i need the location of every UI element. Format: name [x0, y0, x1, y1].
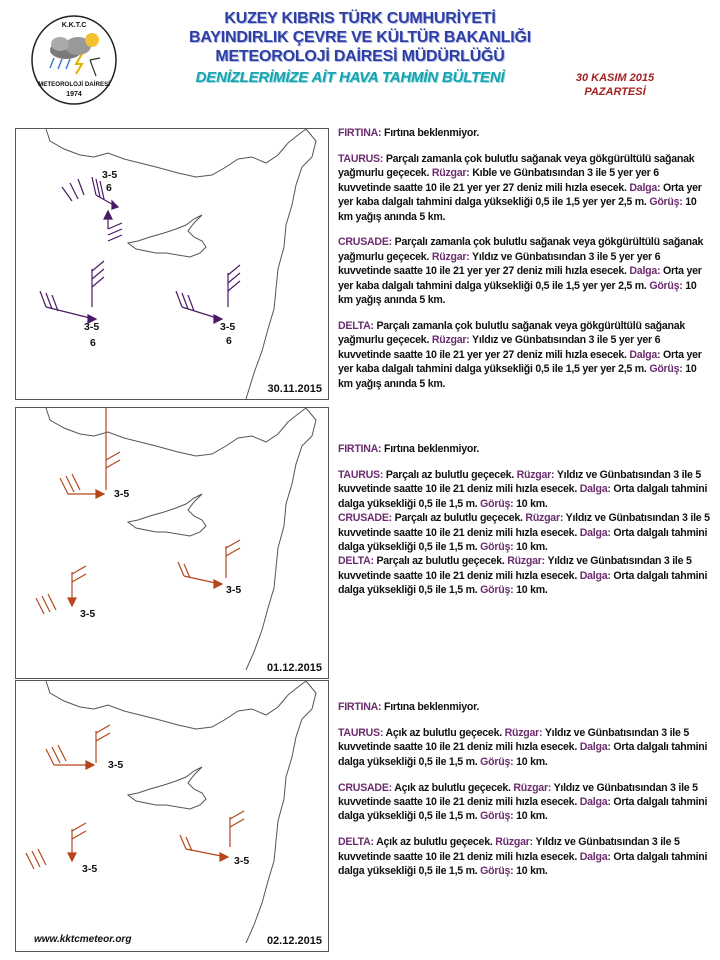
country-title: KUZEY KIBRIS TÜRK CUMHURİYETİ: [224, 10, 496, 27]
storm-note-1: FIRTINA: Fırtına beklenmiyor.: [338, 127, 480, 139]
taurus-wind-label: 3-5: [114, 488, 130, 500]
forecast-map-2: [15, 407, 329, 679]
delta-wind-label: 3-5: [234, 855, 250, 867]
taurus-forecast-3: TAURUS: Açık az bulutlu geçecek. Rüzgar: Yıldız ve Günbatısından 3 ile 5 kuvvetinde saatte 10 ile 21 deniz mili hızla esecek. Dalga: Orta dalgalı tahmini dalga yüksekliği 0,5 ile 1,5 m. Görüş: 10 km.: [338, 726, 708, 768]
crusade-forecast-1: CRUSADE: Parçalı zamanla çok bulutlu sağanak veya gökgürültülü sağanak yağmurlu geçecek. Rüzgar: Yıldız ve Günbatısından 3 ile 5 yer yer 6 kuvvetinde saatte 10 ile 21 yer yer 27 deniz mili hızla esecek. Dalga: Orta yer yer kaba dalgalı tahmini dalga yüksekliği 0,5 ile 1,5 yer yer 2,5 m. Görüş: 10 km yağış anında 5 km.: [338, 236, 704, 307]
taurus-wind-label: 3-5: [108, 759, 124, 771]
wind-barb-taurus: [46, 725, 110, 769]
issue-day: PAZARTESİ: [584, 86, 646, 98]
ministry-title: BAYINDIRLIK ÇEVRE VE KÜLTÜR BAKANLIĞI: [189, 29, 531, 46]
crusade-wind-label: 3-5: [84, 321, 100, 333]
forecast-text-2: [338, 442, 714, 598]
delta-forecast-2: DELTA: Parçalı az bulutlu geçecek. Rüzgar: Yıldız ve Günbatısından 3 ile 5 kuvvetinde saatte 10 ile 21 deniz mili hızla esecek. Dalga: Orta dalgalı tahmini dalga yüksekliği 0,5 ile 1,5 m. Görüş: 10 km.: [338, 555, 708, 597]
crusade-forecast-2: CRUSADE: Parçalı az bulutlu geçecek. Rüzgar: Yıldız ve Günbatısından 3 ile 5 kuvvetinde saatte 10 ile 21 deniz mili hızla esecek. Dalga: Orta dalgalı tahmini dalga yüksekliği 0,5 ile 1,5 m. Görüş: 10 km.: [338, 512, 710, 553]
coastline: [46, 408, 316, 670]
forecast-text-1: [338, 126, 714, 403]
logo-ring-text: METEOROLOJİ DAİRESİ: [38, 81, 110, 88]
directorate-title: METEOROLOJİ DAİRESİ MÜDÜRLÜĞÜ: [215, 48, 505, 65]
cyprus-island: [128, 215, 206, 257]
issue-date: 30 KASIM 2015: [575, 72, 655, 84]
taurus-wind-label: 3-5: [102, 169, 118, 181]
map-3-drawing: [16, 681, 328, 943]
website-link[interactable]: www.kktcmeteor.org: [34, 934, 132, 945]
meteorology-office-logo: [30, 14, 118, 106]
storm-note-2: FIRTINA: Fırtına beklenmiyor.: [338, 443, 480, 455]
map-2-date: 01.12.2015: [266, 662, 322, 674]
wind-barb-taurus: [60, 408, 120, 498]
taurus-forecast-2: TAURUS: Parçalı az bulutlu geçecek. Rüzgar: Yıldız ve Günbatısından 3 ile 5 kuvvetinde saatte 10 ile 21 deniz mili hızla esecek. Dalga: Orta dalgalı tahmini dalga yüksekliği 0,5 ile 1,5 m. Görüş: 10 km.: [338, 468, 708, 510]
crusade-forecast-3: CRUSADE: Açık az bulutlu geçecek. Rüzgar: Yıldız ve Günbatısından 3 ile 5 kuvvetinde saatte 10 ile 21 deniz mili hızla esecek. Dalga: Orta dalgalı tahmini dalga yüksekliği 0,5 ile 1,5 m. Görüş: 10 km.: [338, 781, 708, 823]
forecast-map-1: [15, 128, 329, 400]
bulletin-title: DENİZLERİMİZE AİT HAVA TAHMİN BÜLTENİ: [195, 69, 505, 86]
crusade-wind-label: 3-5: [80, 608, 96, 620]
coastline: [46, 681, 316, 943]
delta-wind-label: 3-5: [226, 584, 242, 596]
storm-note-3: FIRTINA: Fırtına beklenmiyor.: [338, 701, 480, 713]
wind-barb-crusade: [40, 261, 104, 323]
delta-wind-label: 3-5: [220, 321, 236, 333]
crusade-wind-label: 3-5: [82, 863, 98, 875]
map-2-drawing: [16, 408, 328, 670]
wind-barb-crusade: [36, 566, 86, 614]
delta-gust-label: 6: [226, 335, 232, 347]
forecast-text-3: [338, 700, 714, 890]
wind-barb-taurus: [62, 177, 122, 241]
delta-forecast-3: DELTA: Açık az bulutlu geçecek. Rüzgar: Yıldız ve Günbatısından 3 ile 5 kuvvetinde saatte 10 ile 21 deniz mili hızla esecek. Dalga: Orta dalgalı tahmini dalga yüksekliği 0,5 ile 1,5 m. Görüş: 10 km.: [338, 836, 708, 878]
cyprus-island: [128, 494, 206, 536]
taurus-gust-label: 6: [106, 182, 112, 194]
delta-forecast-1: DELTA: Parçalı zamanla çok bulutlu sağanak veya gökgürültülü sağanak yağmurlu geçecek. Rüzgar: Yıldız ve Günbatısından 3 ile 5 yer yer 6 kuvvetinde saatte 10 ile 21 yer yer 27 deniz mili hızla esecek. Dalga: Orta yer yer kaba dalgalı tahmini dalga yüksekliği 0,5 ile 1,5 yer yer 2,5 m. Görüş: 10 km yağış anında 5 km.: [338, 319, 702, 390]
forecast-map-3: [15, 680, 329, 952]
map-1-drawing: [16, 129, 328, 399]
wind-barb-delta: [178, 540, 240, 588]
logo-year-text: 1974: [66, 91, 82, 98]
map-3-date: 02.12.2015: [266, 935, 322, 947]
wind-barb-crusade: [26, 823, 86, 869]
taurus-forecast-1: TAURUS: Parçalı zamanla çok bulutlu sağanak veya gökgürültülü sağanak yağmurlu geçecek. Rüzgar: Kıble ve Günbatısından 3 ile 5 yer yer 6 kuvvetinde saatte 10 ile 21 yer yer 27 deniz mili hızla esecek. Dalga: Orta yer yer kaba dalgalı tahmini dalga yüksekliği 0,5 ile 1,5 yer yer 2,5 m. Görüş: 10 km yağış anında 5 km.: [338, 152, 702, 223]
cyprus-island: [128, 767, 206, 809]
map-1-date: 30.11.2015: [267, 383, 322, 395]
wind-barb-delta: [180, 811, 244, 861]
coastline: [46, 129, 316, 399]
logo-top-text: K.K.T.C: [61, 22, 87, 29]
crusade-gust-label: 6: [90, 337, 96, 349]
wind-barb-delta: [176, 265, 240, 323]
